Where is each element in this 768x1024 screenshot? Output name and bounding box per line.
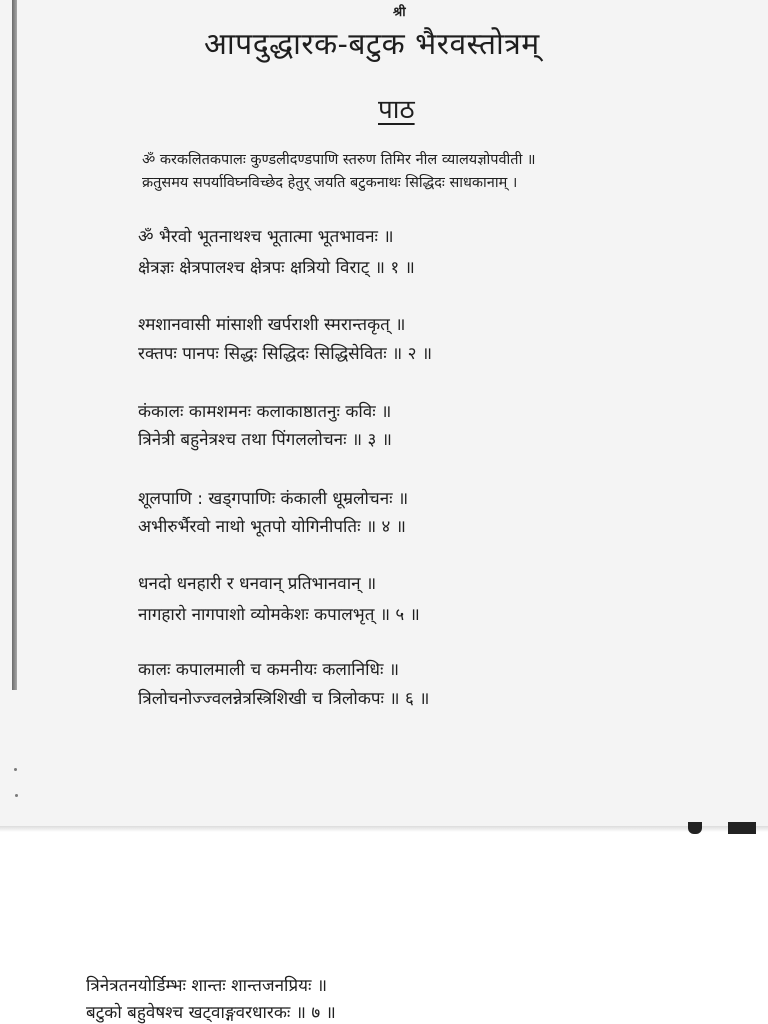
verse-4-line-1: शूलपाणि : खड्गपाणिः कंकाली धूम्रलोचनः ॥ xyxy=(138,489,409,509)
scan-bottom-edge xyxy=(0,826,768,832)
verse-1-line-2: क्षेत्रज्ञः क्षेत्रपालश्च क्षेत्रपः क्षत्रियो विराट् ॥ १ ॥ xyxy=(138,258,415,278)
verse-1-line-1: ॐ भैरवो भूतनाथश्च भूतात्मा भूतभावनः ॥ xyxy=(138,227,394,247)
dhyana-line: ॐ करकलितकपालः कुण्डलीदण्डपाणि स्तरुण तिमिर नील व्यालयज्ञोपवीती ॥ xyxy=(142,152,536,168)
verse-3-line-2: त्रिनेत्री बहुनेत्रश्च तथा पिंगललोचनः ॥ ३ ॥ xyxy=(138,430,392,450)
verse-4-line-2: अभीरुर्भैरवो नाथो भूतपो योगिनीपतिः ॥ ४ ॥ xyxy=(138,517,406,537)
dhyana-line: क्रतुसमय सपर्याविघ्नविच्छेद हेतुर् जयति बटुकनाथः सिद्धिदः साधकानाम् । xyxy=(142,175,518,191)
verse-2-line-2: रक्तपः पानपः सिद्धः सिद्धिदः सिद्धिसेवितः ॥ २ ॥ xyxy=(138,344,433,364)
verse-7-line-1: त्रिनेत्रतनयोर्डिम्भः शान्तः शान्तजनप्रियः ॥ xyxy=(86,976,328,996)
verse-6-line-1: कालः कपालमाली च कमनीयः कलानिधिः ॥ xyxy=(138,660,400,680)
verse-2-line-1: श्मशानवासी मांसाशी खर्पराशी स्मरान्तकृत् ॥ xyxy=(138,315,406,335)
edge-mark xyxy=(728,822,756,834)
header-mark: श्री xyxy=(393,5,406,20)
section-heading: पाठ xyxy=(378,95,415,125)
verse-5-line-1: धनदो धनहारी र धनवान् प्रतिभानवान् ॥ xyxy=(138,574,377,594)
binding-edge xyxy=(12,0,17,690)
verse-5-line-2: नागहारो नागपाशो व्योमकेशः कपालभृत् ॥ ५ ॥ xyxy=(138,605,420,625)
verse-7-line-2: बटुको बहुवेषश्च खट्वाङ्गवरधारकः ॥ ७ ॥ xyxy=(86,1003,336,1023)
page-title: आपदुद्धारक-बटुक भैरवस्तोत्रम् xyxy=(204,27,540,62)
edge-mark xyxy=(688,822,702,834)
verse-6-line-2: त्रिलोचनोज्ज्वलन्नेत्रस्त्रिशिखी च त्रिलोकपः ॥ ६ ॥ xyxy=(138,689,430,709)
scan-speck xyxy=(15,794,18,797)
verse-3-line-1: कंकालः कामशमनः कलाकाष्ठातनुः कविः ॥ xyxy=(138,402,392,422)
scan-speck xyxy=(14,768,17,771)
